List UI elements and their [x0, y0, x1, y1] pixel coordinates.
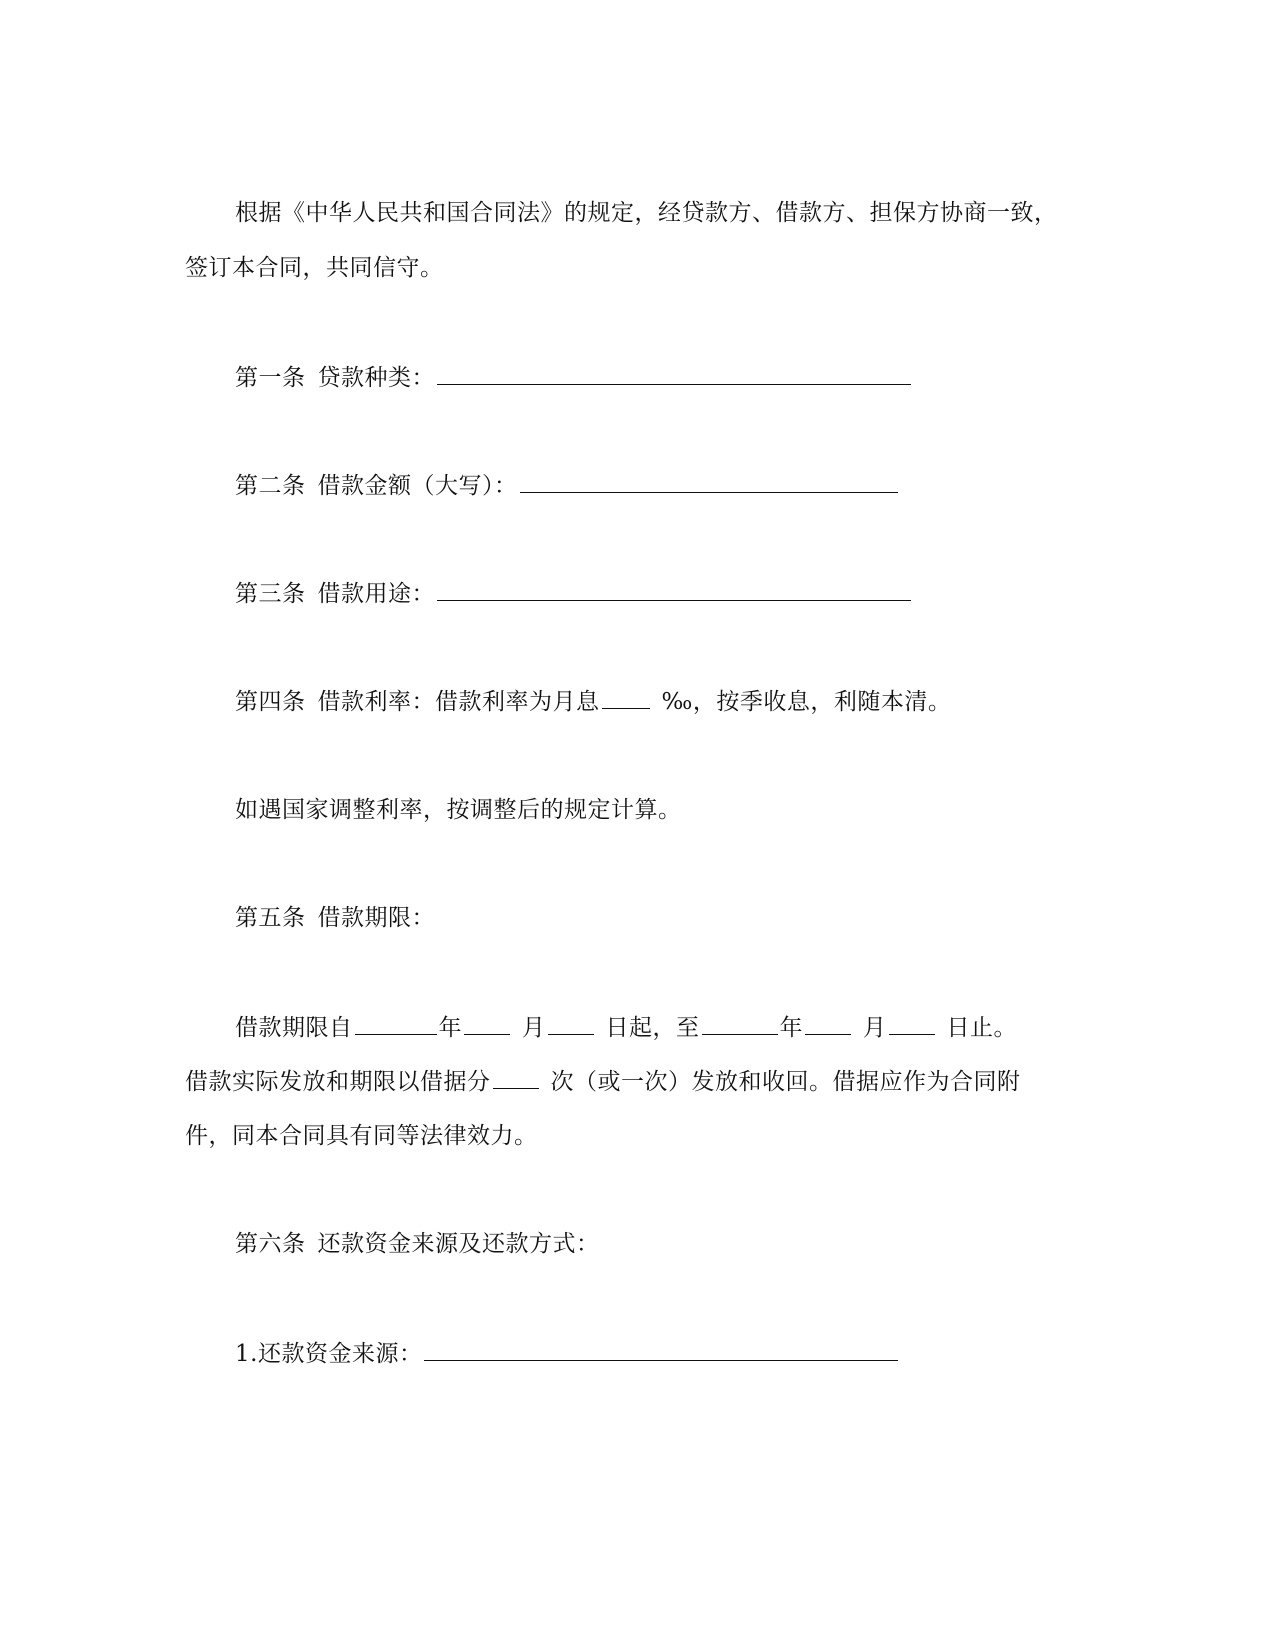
article-5-heading: 第五条 [235, 905, 306, 931]
article-4-heading: 第四条 [235, 689, 306, 715]
end-year-label: 年 [779, 1015, 803, 1041]
interest-rate-blank[interactable] [602, 686, 650, 709]
article-4 [235, 686, 951, 717]
legal-effect-text: 件，同本合同具有同等法律效力。 [185, 1123, 538, 1149]
end-month-blank[interactable] [805, 1012, 851, 1035]
article-6 [235, 1229, 600, 1259]
article-4-adjust [235, 795, 682, 825]
loan-amount-blank[interactable] [520, 470, 898, 493]
article-6-heading: 第六条 [235, 1231, 306, 1257]
article-3-label: 借款用途： [317, 581, 435, 607]
article-4-adjust-text: 如遇国家调整利率，按调整后的规定计算。 [235, 797, 682, 823]
article-5-term-line-3 [185, 1121, 538, 1151]
article-1-label: 贷款种类： [317, 365, 435, 391]
start-year-blank[interactable] [355, 1012, 437, 1035]
article-5-term-line-2 [185, 1066, 1021, 1097]
article-3-heading: 第三条 [235, 581, 306, 607]
term-from-text: 借款期限自 [235, 1015, 353, 1041]
end-year-blank[interactable] [702, 1012, 778, 1035]
article-6-item-1 [235, 1338, 900, 1369]
article-5 [235, 903, 435, 933]
start-month-blank[interactable] [464, 1012, 510, 1035]
article-2 [235, 470, 900, 501]
start-day-blank[interactable] [548, 1012, 594, 1035]
article-5-term-line-1 [235, 1012, 1017, 1043]
disbursement-text-end: 次（或一次）发放和收回。借据应作为合同附 [550, 1069, 1021, 1095]
intro-text-2: 签订本合同，共同信守。 [185, 255, 444, 281]
start-month-label: 月 [522, 1015, 546, 1041]
disbursement-count-blank[interactable] [493, 1066, 539, 1089]
article-5-label: 借款期限： [317, 905, 435, 931]
loan-purpose-blank[interactable] [437, 578, 911, 601]
article-1 [235, 362, 913, 393]
article-4-unit: ‰，按季收息，利随本清。 [661, 689, 952, 715]
intro-line-1 [235, 198, 1058, 228]
article-6-label: 还款资金来源及还款方式： [317, 1231, 600, 1257]
repayment-source-label: 1.还款资金来源： [235, 1341, 423, 1367]
start-year-label: 年 [438, 1015, 462, 1041]
article-1-heading: 第一条 [235, 365, 306, 391]
intro-text-1: 根据《中华人民共和国合同法》的规定，经贷款方、借款方、担保方协商一致， [235, 200, 1058, 226]
term-to-text: 日起，至 [605, 1015, 700, 1041]
term-end-text: 日止。 [946, 1015, 1017, 1041]
article-3 [235, 578, 913, 609]
loan-type-blank[interactable] [437, 362, 911, 385]
article-2-label: 借款金额（大写）： [317, 473, 518, 499]
disbursement-text-start: 借款实际发放和期限以借据分 [185, 1069, 491, 1095]
intro-line-2 [185, 253, 444, 283]
end-month-label: 月 [863, 1015, 887, 1041]
article-2-heading: 第二条 [235, 473, 306, 499]
repayment-source-blank[interactable] [424, 1338, 898, 1361]
article-4-label: 借款利率：借款利率为月息 [317, 689, 600, 715]
end-day-blank[interactable] [889, 1012, 935, 1035]
